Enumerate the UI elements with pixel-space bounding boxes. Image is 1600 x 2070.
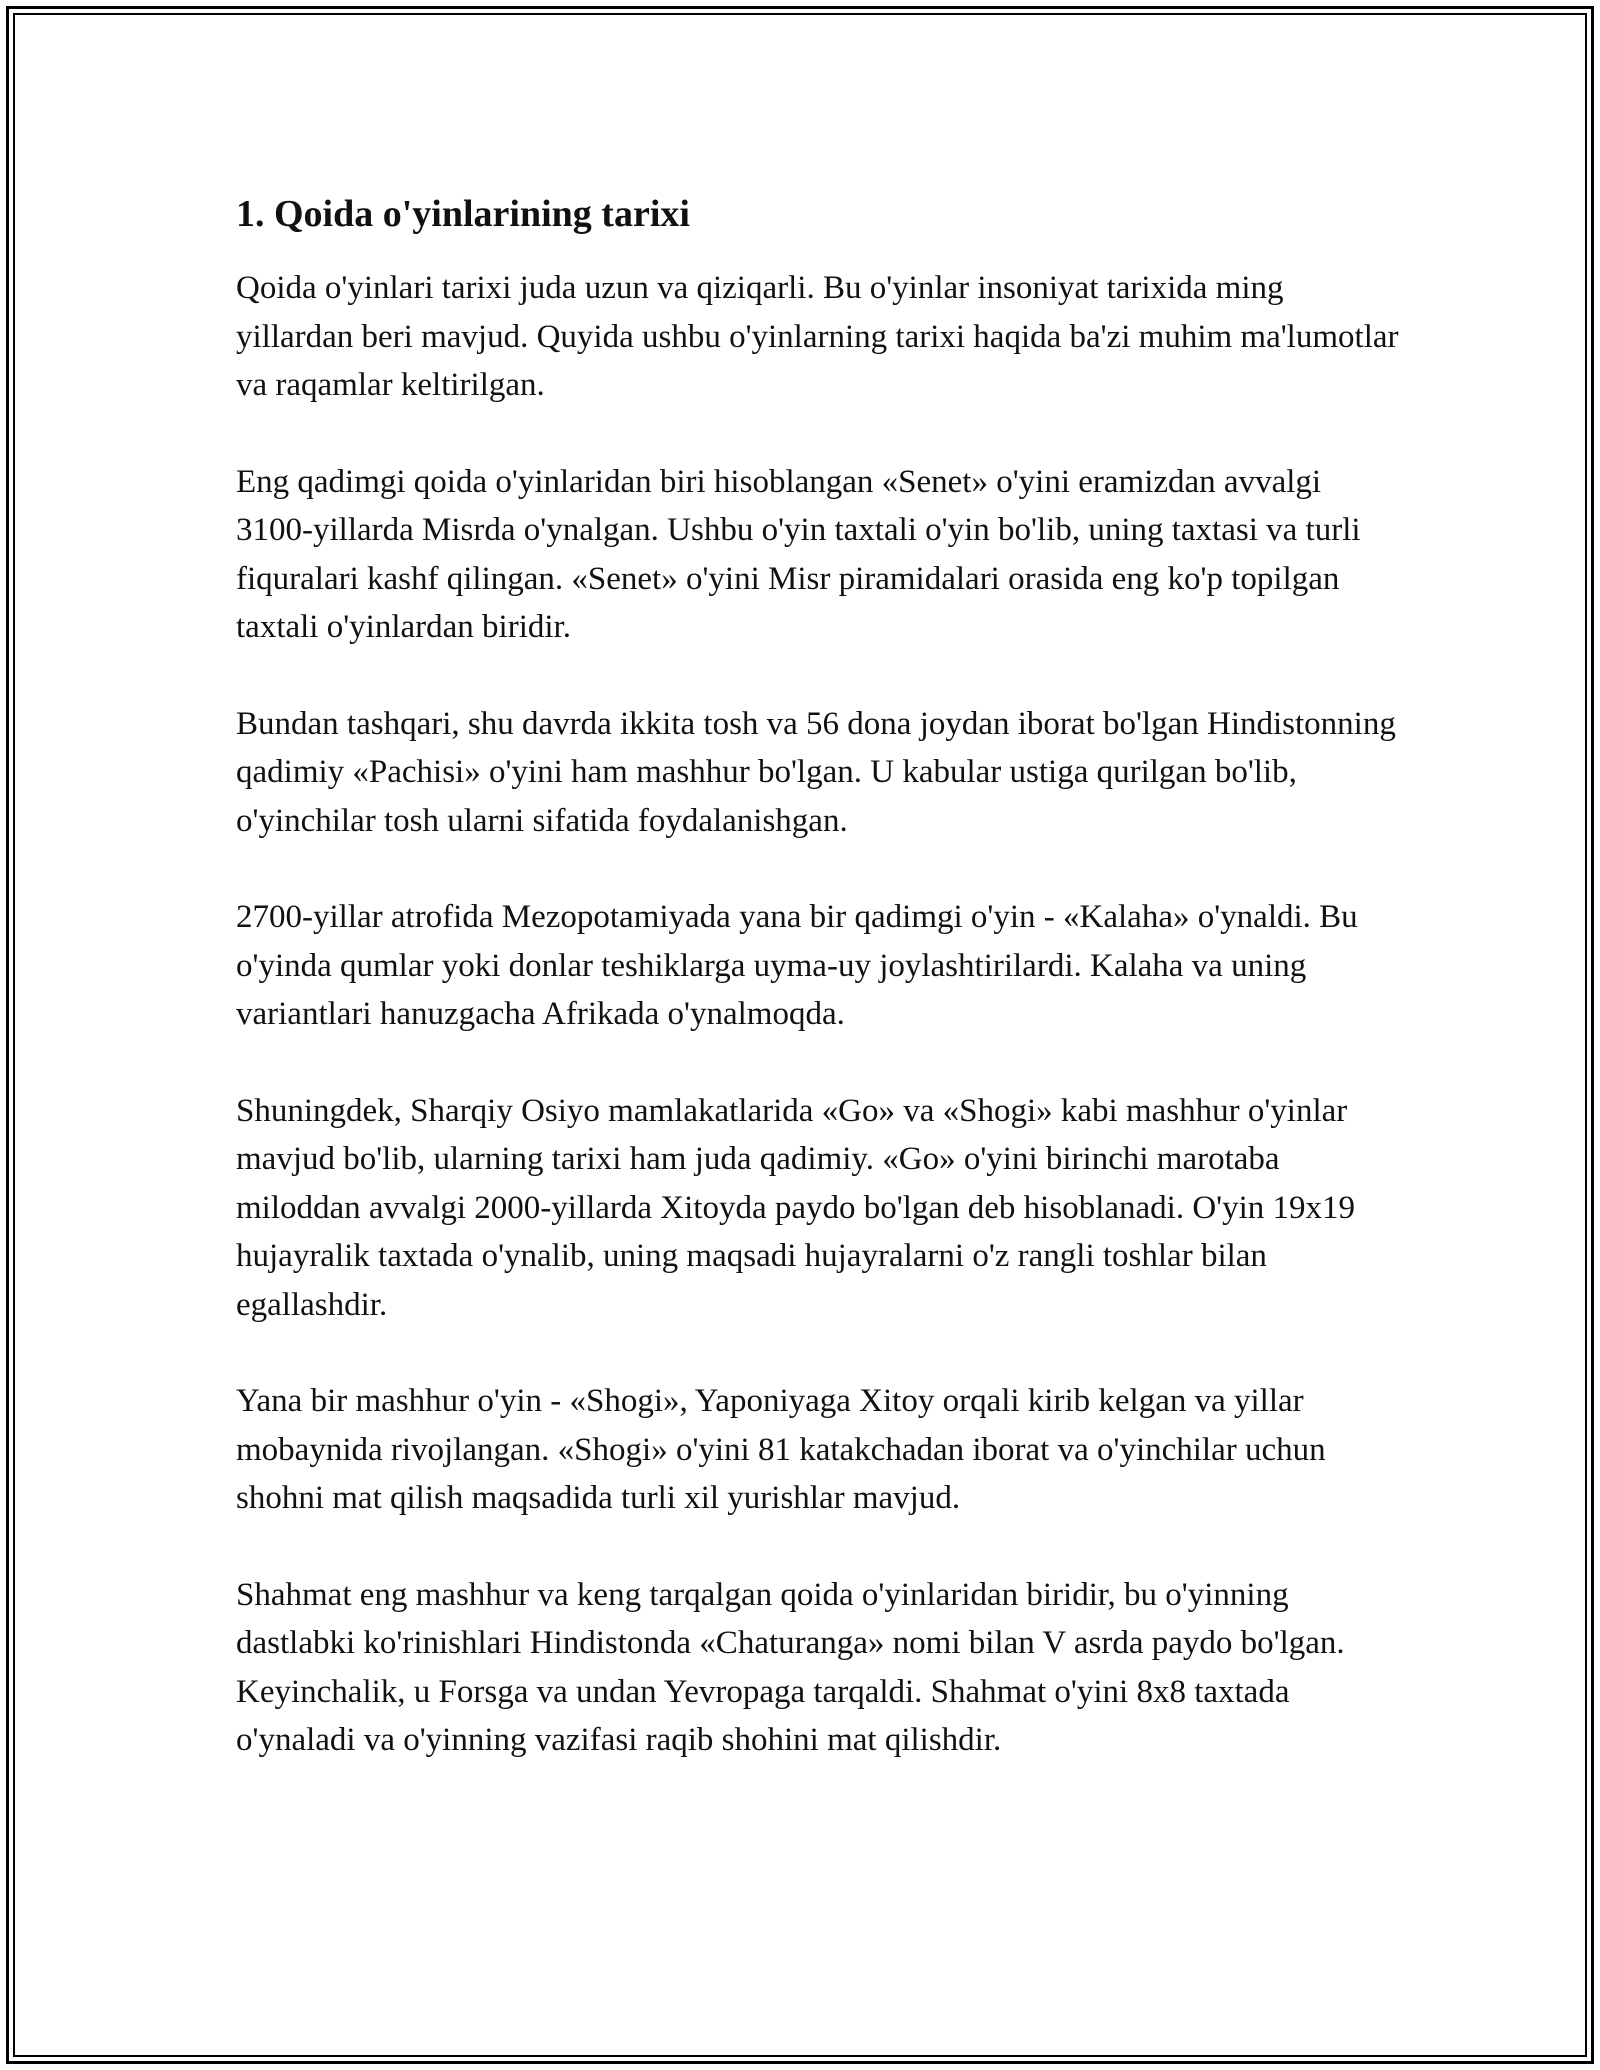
paragraph-shahmat: Shahmat eng mashhur va keng tarqalgan qoida o'yinlaridan biridir, bu o'yinning dastlabki ko'rinishlari Hindistonda «Chaturanga» nomi bilan V asrda paydo bo'lgan. Keyinchalik, u Forsga va undan Yevropaga tarqaldi. Shahmat o'yini 8x8 taxtada o'ynaladi va o'yinning vazifasi raqib shohini mat qilishdir. <box>236 1576 1345 1758</box>
paragraph-shogi: Yana bir mashhur o'yin - «Shogi», Yaponiyaga Xitoy orqali kirib kelgan va yillar mobaynida rivojlangan. «Shogi» o'yini 81 katakchadan iborat va o'yinchilar uchun shohni mat qilish maqsadida turli xil yurishlar mavjud. <box>236 1383 1326 1516</box>
paragraph-intro: Qoida o'yinlari tarixi juda uzun va qiziqarli. Bu o'yinlar insoniyat tarixida ming yillardan beri mavjud. Quyida ushbu o'yinlarning tarixi haqida ba'zi muhim ma'lumotlar va raqamlar keltirilgan. <box>236 270 1399 403</box>
paragraph-kalaha: 2700-yillar atrofida Mezopotamiyada yana bir qadimgi o'yin - «Kalaha» o'ynaldi. Bu o'yinda qumlar yoki donlar teshiklarga uyma-uy joylashtirilardi. Kalaha va uning variantlari hanuzgacha Afrikada o'ynalmoqda. <box>236 899 1358 1032</box>
document-title: 1. Qoida o'yinlarining tarixi <box>236 193 690 235</box>
paragraph-go: Shuningdek, Sharqiy Osiyo mamlakatlarida «Go» va «Shogi» kabi mashhur o'yinlar mavjud bo'lib, ularning tarixi ham juda qadimiy. «Go» o'yini birinchi marotaba miloddan avvalgi 2000-yillarda Xitoyda paydo bo'lgan deb hisoblanadi. O'yin 19x19 hujayralik taxtada o'ynalib, uning maqsadi hujayralarni o'z rangli toshlar bilan egallashdir. <box>236 1092 1356 1323</box>
document-content <box>236 190 1406 1813</box>
paragraph-pachisi: Bundan tashqari, shu davrda ikkita tosh va 56 dona joydan iborat bo'lgan Hindistonning qadimiy «Pachisi» o'yini ham mashhur bo'lgan. U kabular ustiga qurilgan bo'lib, o'yinchilar tosh ularni sifatida foydalanishgan. <box>236 705 1396 839</box>
paragraph-senet: Eng qadimgi qoida o'yinlaridan biri hisoblangan «Senet» o'yini eramizdan avvalgi 3100-yillarda Misrda o'ynalgan. Ushbu o'yin taxtali o'yin bo'lib, uning taxtasi va turli fiquralari kashf qilingan. «Senet» o'yini Misr piramidalari orasida eng ko'p topilgan taxtali o'yinlardan biridir. <box>236 463 1361 645</box>
